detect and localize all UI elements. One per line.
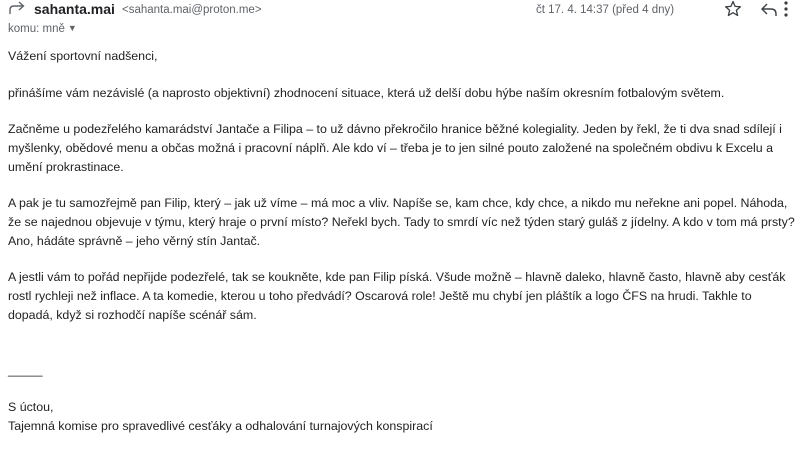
body-paragraph-3: A pak je tu samozřejmě pan Filip, který – jak už víme – má moc a vliv. Napíše se, kam chce, kdy chce, a nikdo mu neřekne ani popel. Náhoda, že se najednou objevuje v týmu, který hraje o první místo? Neřekl bych. Tady to smrdí víc než týden starý guláš z jídelny. A kdo v tom má prsty? Ano, hádáte správně – jeho věrný stín Jantač. — [8, 196, 795, 248]
message-body — [8, 47, 798, 435]
message-header — [0, 0, 800, 38]
reply-icon[interactable] — [760, 1, 778, 17]
greeting: Vážení sportovní nadšenci, — [8, 49, 158, 63]
closing: S úctou, — [8, 400, 54, 414]
star-icon[interactable] — [724, 0, 742, 18]
sender-email: <sahanta.mai@proton.me> — [122, 4, 262, 16]
message-date: čt 17. 4. 14:37 (před 4 dny) — [536, 4, 675, 16]
body-paragraph-1: přinášíme vám nezávislé (a naprosto objektivní) zhodnocení situace, která už delší dobu hýbe naším okresním fotbalovým světem. — [8, 86, 725, 100]
body-paragraph-4: A jestli vám to pořád nepřijde podezřelé, tak se koukněte, kde pan Filip píská. Všude možně – hlavně daleko, hlavně často, hlavně aby cesťák rostl rychleji než inflace. A ta komedie, kterou u toho předvádí? Oscarová role! Ještě mu chybí jen pláštík a logo ČFS na hrudi. Takhle to dopadá, když si rozhodčí napíše scénář sám. — [8, 270, 786, 322]
sender-name[interactable]: sahanta.mai — [34, 1, 115, 17]
signature-block — [8, 398, 798, 435]
more-vertical-icon[interactable] — [782, 0, 790, 18]
forward-arrow-icon — [8, 1, 26, 15]
recipient-details-toggle[interactable] — [8, 21, 77, 37]
recipient-label: komu: mně — [8, 23, 65, 35]
chevron-down-icon: ▼ — [67, 23, 77, 33]
signature-divider: _____ — [8, 363, 43, 377]
signature: Tajemná komise pro spravedlivé cesťáky a odhalování turnajových konspirací — [8, 418, 433, 433]
body-paragraph-2: Začněme u podezřelého kamarádství Jantače a Filipa – to už dávno překročilo hranice běžné kolegiality. Jeden by řekl, že ti dva snad sdílejí i myšlenky, obědové menu a občas možná i pracovní náplň. Ale kdo ví – třeba je to jen silné pouto založené na společném obdivu k Excelu a umění prokrastinace. — [8, 122, 782, 174]
